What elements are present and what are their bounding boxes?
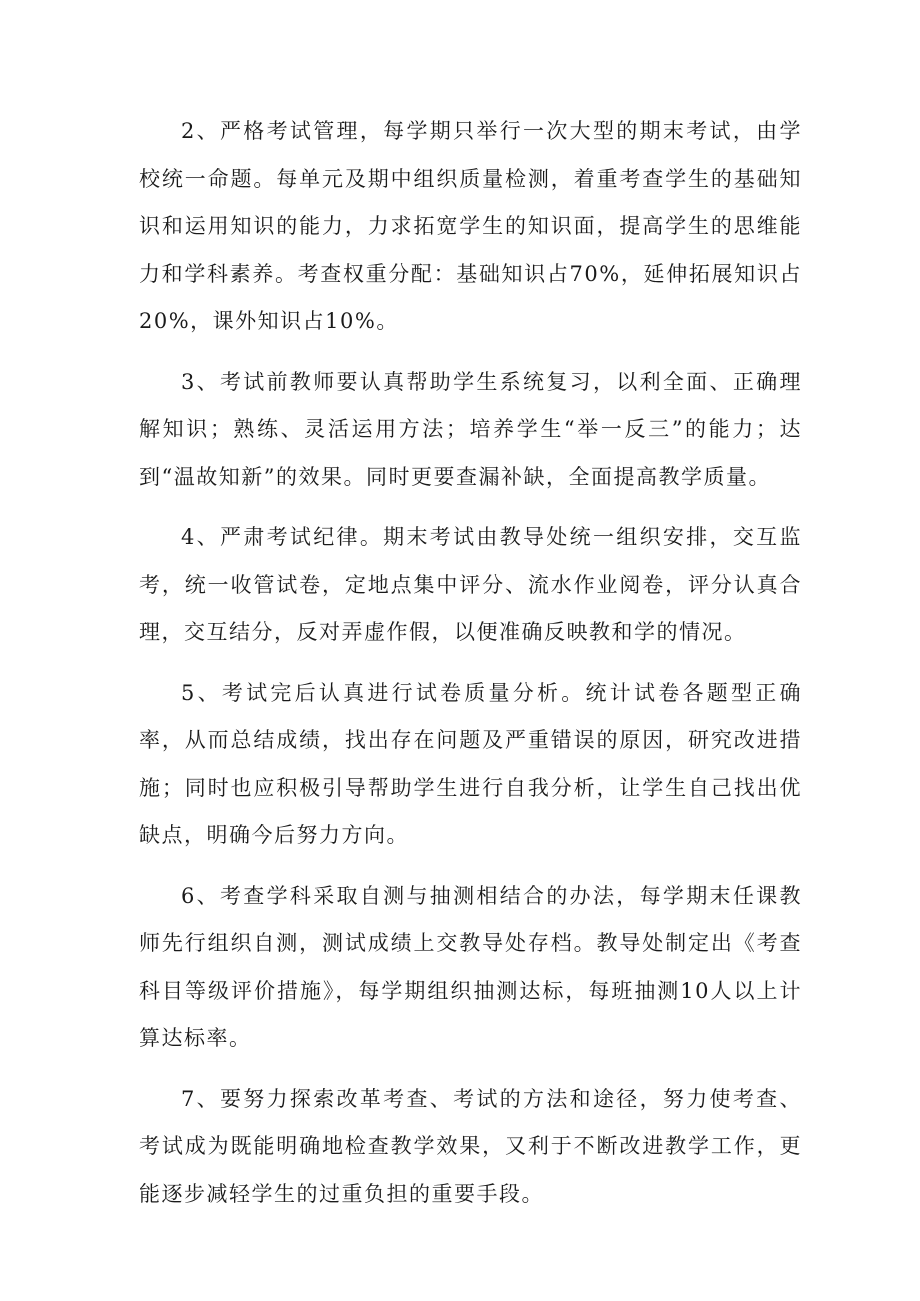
- paragraph-item-2: 2、严格考试管理，每学期只举行一次大型的期末考试，由学校统一命题。每单元及期中组织质量检测，着重考查学生的基础知识和运用知识的能力，力求拓宽学生的知识面，提高学生的思维能力和学科素养。考查权重分配：基础知识占70%，延伸拓展知识占20%，课外知识占10%。: [139, 119, 802, 333]
- paragraph-item-4: 4、严肃考试纪律。期末考试由教导处统一组织安排，交互监考，统一收管试卷，定地点集中评分、流水作业阅卷，评分认真合理，交互结分，反对弄虚作假，以便准确反映教和学的情况。: [139, 525, 802, 644]
- paragraph-item-6: 6、考查学科采取自测与抽测相结合的办法，每学期末任课教师先行组织自测，测试成绩上交教导处存档。教导处制定出《考查科目等级评价措施》，每学期组织抽测达标，每班抽测10人以上计算达标率。: [139, 883, 802, 1050]
- paragraph-item-3: 3、考试前教师要认真帮助学生系统复习，以利全面、正确理解知识；熟练、灵活运用方法；培养学生“举一反三”的能力；达到“温故知新”的效果。同时更要查漏补缺，全面提高教学质量。: [139, 369, 802, 489]
- paragraph-item-5: 5、考试完后认真进行试卷质量分析。统计试卷各题型正确率，从而总结成绩，找出存在问题及严重错误的原因，研究改进措施；同时也应积极引导帮助学生进行自我分析，让学生自己找出优缺点，明确今后努力方向。: [139, 680, 802, 847]
- paragraph-item-7: 7、要努力探索改革考查、考试的方法和途径，努力使考查、考试成为既能明确地检查教学效果，又利于不断改进教学工作，更能逐步减轻学生的过重负担的重要手段。: [139, 1086, 802, 1206]
